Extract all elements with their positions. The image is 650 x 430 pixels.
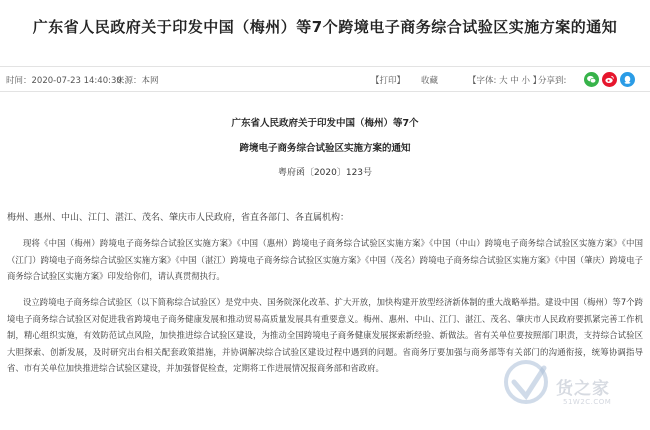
document-title-line-2: 跨境电子商务综合试验区实施方案的通知 xyxy=(239,143,411,154)
article-meta-bar xyxy=(0,66,650,92)
publish-time: 时间：2020-07-23 14:40:30 xyxy=(6,76,122,86)
share-icons xyxy=(584,72,635,87)
font-size-control[interactable]: 【字体: 大 中 小 】 xyxy=(468,76,542,86)
site-watermark xyxy=(500,352,648,430)
article-headline: 广东省人民政府关于印发中国（梅州）等7个跨境电子商务综合试验区实施方案的通知 xyxy=(32,18,618,36)
qq-icon[interactable] xyxy=(620,72,635,87)
print-link[interactable]: 【打印】 xyxy=(371,76,406,86)
document-number: 粤府函〔2020〕123号 xyxy=(277,168,373,178)
article-source: 来源：本网 xyxy=(116,76,159,86)
weibo-icon[interactable] xyxy=(602,72,617,87)
share-label: 分享到: xyxy=(538,76,567,86)
recipients-line: 梅州、惠州、中山、江门、湛江、茂名、肇庆市人民政府，省直各部门、各直属机构： xyxy=(7,213,350,223)
watermark-name: 货之家 xyxy=(556,379,610,399)
favorite-link[interactable]: 收藏 xyxy=(421,76,439,86)
wechat-icon[interactable] xyxy=(584,72,599,87)
body-paragraph-2: 设立跨境电子商务综合试验区（以下简称综合试验区）是党中央、国务院深化改革、扩大开放，加快构建开放型经济新体制的重大战略举措。建设中国（梅州）等7个跨境电子商务综合试验区对促进我省跨境电子商务健康发展和推动贸易高质量发展具有重要意义。梅州、惠州、中山、江门、湛江、茂名、肇庆市人民政府要抓紧完善工作机制，精心组织实施，有效防范试点风险，加快推进综合试验区建设，为推动全国跨境电子商务健康发展探索新经验、新做法。省有关单位要按照部门职责，支持综合试验区大胆探索、创新发展，及时研究出台相关配套政策措施，并协调解决综合试验区建设过程中遇到的问题。省商务厅要加强与商务部等有关部门的沟通衔接，统筹协调指导省、市有关单位加快推进综合试验区建设，并加强督促检查，定期将工作进展情况报商务部和省政府。 xyxy=(7,297,643,373)
body-paragraph-1: 现将《中国（梅州）跨境电子商务综合试验区实施方案》《中国（惠州）跨境电子商务综合试验区实施方案》《中国（中山）跨境电子商务综合试验区实施方案》《中国（江门）跨境电子商务综合试验区实施方案》《中国（湛江）跨境电子商务综合试验区实施方案》《中国（茂名）跨境电子商务综合试验区实施方案》《中国（肇庆）跨境电子商务综合试验区实施方案》印发给你们，请认真贯彻执行。 xyxy=(7,238,643,281)
watermark-logo-icon xyxy=(500,352,560,412)
watermark-url: 51W2C.COM xyxy=(563,398,612,406)
document-title-line-1: 广东省人民政府关于印发中国（梅州）等7个 xyxy=(231,118,419,129)
